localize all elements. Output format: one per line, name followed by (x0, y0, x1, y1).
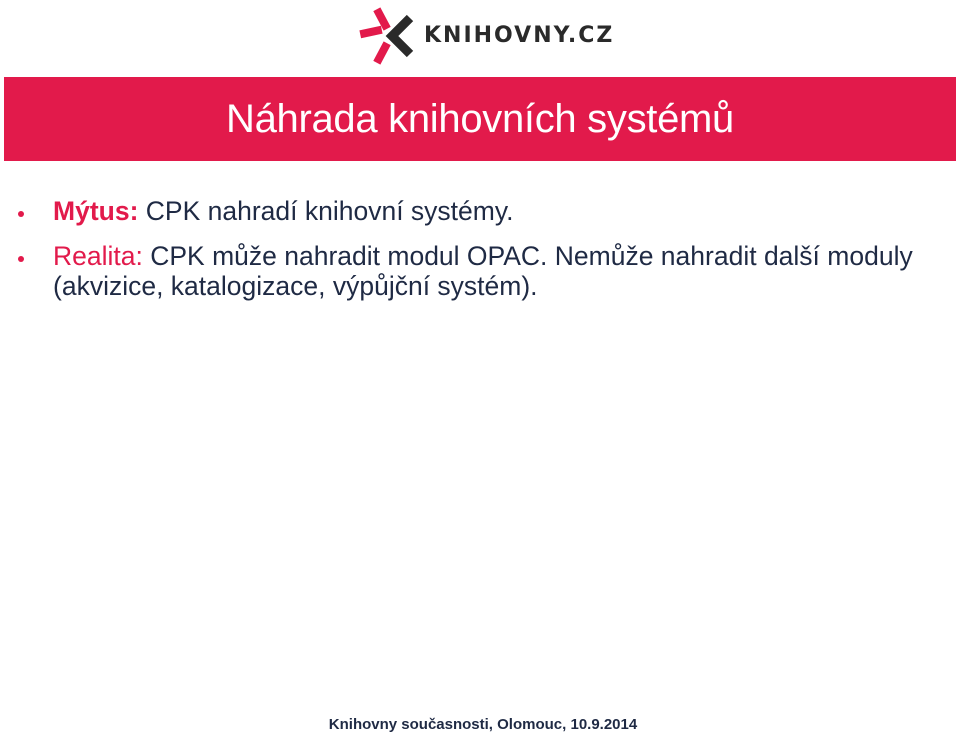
bullet-term: Realita: (53, 240, 143, 271)
bullet-text: CPK může nahradit modul OPAC. Nemůže nahradit další moduly (akvizice, katalogizace, výpůjční systém). (53, 240, 913, 302)
brand-logo (358, 4, 614, 68)
bullet-list (18, 196, 938, 316)
bullet-dot-icon (18, 256, 24, 262)
bullet-text: CPK nahradí knihovní systémy. (145, 196, 514, 226)
title-banner (4, 77, 956, 161)
footer-text: Knihovny současnosti, Olomouc, 10.9.2014 (328, 716, 638, 733)
bullet-dot-icon (18, 211, 24, 217)
brand-name: KNIHOVNY.CZ (424, 23, 615, 48)
bullet-item-reality (18, 241, 938, 302)
knihovny-logo-icon (358, 6, 414, 66)
bullet-item-myth (18, 196, 938, 227)
bullet-term: Mýtus: (53, 196, 139, 226)
slide-title: Náhrada knihovních systémů (225, 96, 735, 141)
